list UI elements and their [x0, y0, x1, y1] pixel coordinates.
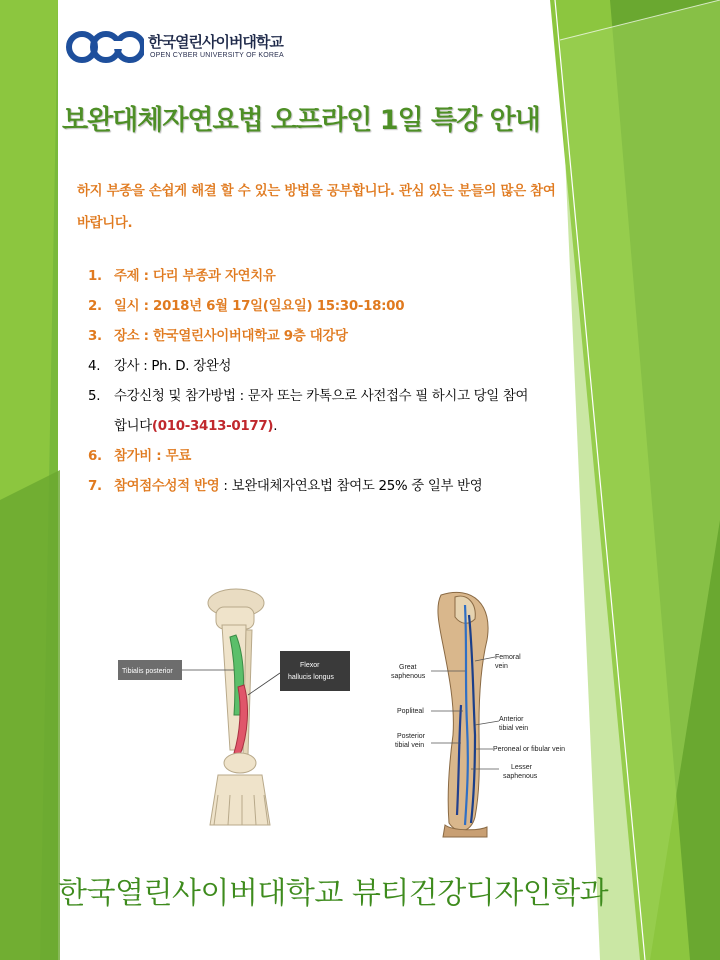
event-details-list — [88, 262, 558, 502]
foot-bones-illustration — [210, 775, 270, 825]
left-green-lower — [0, 470, 60, 960]
logo-name-english: OPEN CYBER UNIVERSITY OF KOREA — [150, 52, 284, 59]
lesser-saphenous-label-line1: Lesser — [511, 764, 533, 771]
ankle-illustration — [224, 753, 256, 773]
item-number: 4. — [88, 359, 101, 374]
tibialis-label: Tibialis posterior — [122, 668, 173, 675]
flexor-leader-line — [248, 673, 280, 695]
item-number: 1. — [88, 269, 102, 284]
great-saphenous-label-line2: saphenous — [391, 673, 426, 680]
department-footer: 한국열린사이버대학교 뷰티건강디자인학과 — [58, 876, 609, 911]
leg-silhouette — [438, 592, 488, 830]
lower-leg-muscle-figure — [118, 585, 368, 835]
flexor-label-box — [280, 651, 350, 691]
phone-number: (010-3413-0177) — [151, 419, 274, 434]
item-text: 참가비 : 무료 — [114, 449, 191, 464]
list-item-fee — [88, 442, 558, 472]
logo-name-korean: 한국열린사이버대학교 — [148, 33, 283, 51]
great-saphenous-label-line1: Great — [399, 664, 417, 671]
item-text-wrapper — [114, 472, 534, 502]
leg-veins-figure — [383, 585, 593, 840]
item-number: 7. — [88, 479, 102, 494]
item-text: 주제 : 다리 부종과 자연치유 — [114, 269, 276, 284]
item-tail: . — [273, 419, 278, 434]
item-text: 장소 : 한국열린사이버대학교 9층 대강당 — [114, 329, 348, 344]
list-item-topic — [88, 262, 558, 292]
posterior-tibial-label-line1: Posterior — [397, 733, 426, 740]
intro-text: 하지 부종을 손쉽게 해결 할 수 있는 방법을 공부합니다. 관심 있는 분들의 많은 참여 바랍니다. — [77, 184, 556, 231]
item-number: 5. — [88, 389, 101, 404]
list-item-credit — [88, 472, 558, 502]
list-item-registration — [88, 382, 558, 442]
list-item-datetime — [88, 292, 558, 322]
ocu-logo-icon — [66, 30, 144, 64]
peroneal-vein-label: Peroneal or fibular vein — [493, 746, 565, 753]
femoral-label-line1: Femoral — [495, 654, 521, 661]
posterior-tibial-label-line2: tibial vein — [395, 742, 425, 749]
anterior-tibial-label-line2: tibial vein — [499, 725, 529, 732]
item-text: 강사 : Ph. D. 장완성 — [114, 359, 232, 374]
item-text: 일시 : 2018년 6월 17일(일요일) 15:30-18:00 — [114, 299, 405, 314]
list-item-lecturer — [88, 352, 558, 382]
item-text: 수강신청 및 참가방법 : 문자 또는 카톡으로 사전접수 필 하시고 당일 참여합니다 — [114, 389, 529, 434]
flexor-label-line2: hallucis longus — [288, 674, 334, 681]
page-title: 보완대체자연요법 오프라인 1일 특강 안내 — [62, 105, 540, 136]
item-text-wrapper — [114, 382, 534, 442]
item-number: 2. — [88, 299, 102, 314]
lesser-saphenous-label-line2: saphenous — [503, 773, 538, 780]
item-number: 3. — [88, 329, 102, 344]
university-logo — [66, 28, 306, 68]
femoral-label-line2: vein — [495, 663, 508, 670]
popliteal-label: Popliteal — [397, 708, 424, 715]
anterior-tibial-label-line1: Anterior — [499, 716, 524, 723]
item-text: 참여점수성적 반영 — [114, 479, 220, 494]
item-text-rest: : 보완대체자연요법 참여도 25% 중 일부 반영 — [219, 479, 483, 494]
flexor-label-line1: Flexor — [300, 662, 320, 669]
item-number: 6. — [88, 449, 102, 464]
list-item-location — [88, 322, 558, 352]
